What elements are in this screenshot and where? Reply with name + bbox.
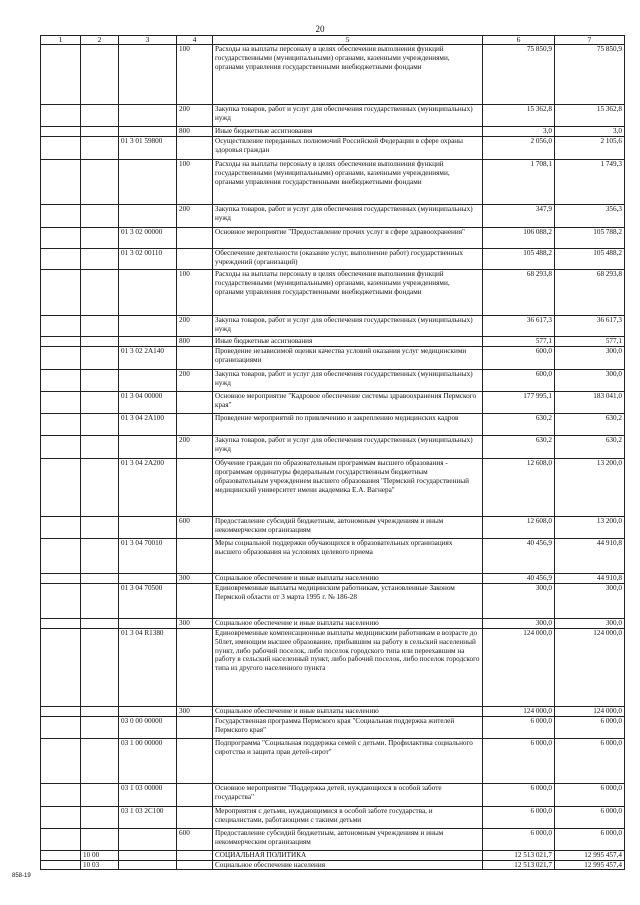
expense-type-cell: [177, 850, 213, 860]
target-article-cell: 01 3 01 59800: [119, 136, 177, 159]
target-article-cell: [119, 336, 177, 346]
amount-col7-cell: 36 617,3: [555, 315, 625, 336]
table-row: [41, 159, 625, 204]
expense-type-cell: 200: [177, 105, 213, 127]
table-row: [41, 227, 625, 248]
target-article-cell: [119, 828, 177, 850]
description-cell: Иные бюджетные ассигнования: [213, 127, 483, 137]
amount-col6-cell: 106 088,2: [483, 227, 555, 248]
target-article-cell: 01 3 04 00000: [119, 391, 177, 413]
table-row: [41, 806, 625, 828]
table-row: [41, 618, 625, 628]
target-article-cell: [119, 127, 177, 137]
col1-cell: [41, 248, 81, 269]
amount-col7-cell: 577,1: [555, 336, 625, 346]
amount-col7-cell: 44 910,8: [555, 538, 625, 573]
target-article-cell: [119, 269, 177, 315]
table-row: [41, 369, 625, 391]
amount-col7-cell: 44 910,8: [555, 573, 625, 583]
amount-col6-cell: 600,0: [483, 346, 555, 369]
description-cell: Единовременные выплаты медицинским работникам, установленные Законом Пермской области от 3 марта 1995 г. № 186-28: [213, 583, 483, 618]
amount-col7-cell: 1 749,3: [555, 159, 625, 204]
description-cell: Проведение независимой оценки качества условий оказания услуг медицинскими организациями: [213, 346, 483, 369]
amount-col6-cell: 6 000,0: [483, 828, 555, 850]
table-row: [41, 391, 625, 413]
table-row: [41, 538, 625, 573]
col1-cell: [41, 850, 81, 860]
table-row: [41, 458, 625, 516]
section-code-cell: [81, 346, 119, 369]
description-cell: Расходы на выплаты персоналу в целях обеспечения выполнения функций государственными (муниципальными) органами, казенными учреждениями, органами управления государственными внебюджетными фондами: [213, 45, 483, 105]
table-body: [41, 36, 625, 870]
amount-col6-cell: 12 513 021,7: [483, 850, 555, 860]
expense-type-cell: [177, 783, 213, 806]
target-article-cell: 01 3 04 70500: [119, 583, 177, 618]
target-article-cell: 03 1 03 00000: [119, 783, 177, 806]
col1-cell: [41, 127, 81, 137]
table-row: [41, 783, 625, 806]
table-row: [41, 516, 625, 538]
expense-type-cell: 100: [177, 269, 213, 315]
col1-cell: [41, 336, 81, 346]
col1-cell: [41, 269, 81, 315]
footer-code: 858-19: [12, 873, 31, 879]
col1-cell: [41, 413, 81, 435]
table-row: [41, 315, 625, 336]
amount-col6-cell: 600,0: [483, 369, 555, 391]
amount-col6-cell: 12 608,0: [483, 516, 555, 538]
expense-type-cell: [177, 248, 213, 269]
section-code-cell: [81, 706, 119, 716]
expense-type-cell: [177, 583, 213, 618]
section-code-cell: [81, 227, 119, 248]
amount-col7-cell: 2 105,6: [555, 136, 625, 159]
amount-col7-cell: 124 000,0: [555, 706, 625, 716]
section-code-cell: [81, 828, 119, 850]
target-article-cell: 01 3 04 R1380: [119, 628, 177, 706]
target-article-cell: 01 3 04 2А100: [119, 413, 177, 435]
section-code-cell: [81, 538, 119, 573]
target-article-cell: 03 0 00 00000: [119, 716, 177, 738]
amount-col7-cell: 12 995 457,4: [555, 850, 625, 860]
expense-type-cell: 800: [177, 127, 213, 137]
table-row: [41, 828, 625, 850]
amount-col7-cell: 6 000,0: [555, 783, 625, 806]
amount-col6-cell: 1 708,1: [483, 159, 555, 204]
section-code-cell: [81, 783, 119, 806]
section-code-cell: [81, 618, 119, 628]
amount-col7-cell: 6 000,0: [555, 806, 625, 828]
description-cell: Расходы на выплаты персоналу в целях обеспечения выполнения функций государственными (муниципальными) органами, казенными учреждениями, органами управления государственными внебюджетными фондами: [213, 159, 483, 204]
expense-type-cell: 200: [177, 435, 213, 458]
table-row: [41, 105, 625, 127]
description-cell: Мероприятия с детьми, нуждающимися в особой заботе государства, и специалистами, работающими с такими детьми: [213, 806, 483, 828]
amount-col6-cell: 300,0: [483, 618, 555, 628]
expense-type-cell: [177, 538, 213, 573]
col1-cell: [41, 458, 81, 516]
expense-type-cell: [177, 391, 213, 413]
amount-col6-cell: 12 608,0: [483, 458, 555, 516]
amount-col6-cell: 36 617,3: [483, 315, 555, 336]
expense-type-cell: [177, 346, 213, 369]
expense-type-cell: 200: [177, 204, 213, 227]
target-article-cell: 01 3 04 2А200: [119, 458, 177, 516]
col1-cell: [41, 159, 81, 204]
amount-col7-cell: 300,0: [555, 346, 625, 369]
section-code-cell: [81, 369, 119, 391]
expense-type-cell: 200: [177, 315, 213, 336]
col1-cell: [41, 706, 81, 716]
description-cell: Закупка товаров, работ и услуг для обеспечения государственных (муниципальных) нужд: [213, 105, 483, 127]
expense-type-cell: 300: [177, 573, 213, 583]
target-article-cell: [119, 706, 177, 716]
target-article-cell: [119, 159, 177, 204]
description-cell: Основное мероприятие "Предоставление прочих услуг в сфере здравоохранения": [213, 227, 483, 248]
target-article-cell: [119, 516, 177, 538]
amount-col7-cell: 75 850,9: [555, 45, 625, 105]
col1-cell: [41, 860, 81, 870]
amount-col7-cell: 15 362,8: [555, 105, 625, 127]
description-cell: Социальное обеспечение и иные выплаты населению: [213, 573, 483, 583]
section-code-cell: [81, 413, 119, 435]
amount-col6-cell: 6 000,0: [483, 806, 555, 828]
expense-type-cell: [177, 413, 213, 435]
header-cell-1: 1: [41, 36, 81, 45]
table-row: [41, 738, 625, 783]
col1-cell: [41, 369, 81, 391]
amount-col7-cell: 300,0: [555, 618, 625, 628]
header-row: [41, 36, 625, 45]
amount-col6-cell: 300,0: [483, 583, 555, 618]
table-row: [41, 628, 625, 706]
section-code-cell: [81, 391, 119, 413]
target-article-cell: 03 1 03 2С100: [119, 806, 177, 828]
section-code-cell: [81, 248, 119, 269]
amount-col6-cell: 124 000,0: [483, 628, 555, 706]
section-code-cell: [81, 127, 119, 137]
description-cell: Основное мероприятие "Кадровое обеспечение системы здравоохранения Пермского края": [213, 391, 483, 413]
expense-type-cell: 100: [177, 45, 213, 105]
description-cell: Закупка товаров, работ и услуг для обеспечения государственных (муниципальных) нужд: [213, 204, 483, 227]
col1-cell: [41, 45, 81, 105]
target-article-cell: [119, 204, 177, 227]
amount-col7-cell: 124 000,0: [555, 628, 625, 706]
amount-col7-cell: 300,0: [555, 369, 625, 391]
amount-col6-cell: 15 362,8: [483, 105, 555, 127]
col1-cell: [41, 716, 81, 738]
header-cell-7: 7: [555, 36, 625, 45]
expense-type-cell: 600: [177, 516, 213, 538]
description-cell: Меры социальной поддержки обучающихся в образовательных организациях высшего образования на условиях целевого приема: [213, 538, 483, 573]
expense-type-cell: [177, 860, 213, 870]
amount-col6-cell: 12 513 021,7: [483, 860, 555, 870]
target-article-cell: [119, 850, 177, 860]
description-cell: Социальное обеспечение и иные выплаты населению: [213, 618, 483, 628]
description-cell: Закупка товаров, работ и услуг для обеспечения государственных (муниципальных) нужд: [213, 435, 483, 458]
table-row: [41, 127, 625, 137]
expense-type-cell: 100: [177, 159, 213, 204]
description-cell: Подпрограмма "Социальная поддержка семей с детьми. Профилактика социального сиротства и защита прав детей-сирот": [213, 738, 483, 783]
col1-cell: [41, 435, 81, 458]
expense-type-cell: [177, 738, 213, 783]
description-cell: Государственная программа Пермского края "Социальная поддержка жителей Пермского края": [213, 716, 483, 738]
target-article-cell: [119, 435, 177, 458]
expense-type-cell: [177, 716, 213, 738]
amount-col6-cell: 630,2: [483, 413, 555, 435]
amount-col6-cell: 630,2: [483, 435, 555, 458]
col1-cell: [41, 783, 81, 806]
amount-col7-cell: 3,0: [555, 127, 625, 137]
amount-col6-cell: 6 000,0: [483, 716, 555, 738]
description-cell: Осуществление переданных полномочий Российской Федерации в сфере охраны здоровья граждан: [213, 136, 483, 159]
header-cell-6: 6: [483, 36, 555, 45]
col1-cell: [41, 618, 81, 628]
col1-cell: [41, 538, 81, 573]
amount-col7-cell: 13 200,0: [555, 516, 625, 538]
amount-col6-cell: 40 456,9: [483, 573, 555, 583]
expense-type-cell: 300: [177, 618, 213, 628]
amount-col7-cell: 630,2: [555, 413, 625, 435]
page-number: 20: [315, 24, 325, 34]
table-row: [41, 716, 625, 738]
target-article-cell: 01 3 02 00110: [119, 248, 177, 269]
section-code-cell: [81, 806, 119, 828]
col1-cell: [41, 806, 81, 828]
amount-col6-cell: 68 293,8: [483, 269, 555, 315]
description-cell: Предоставление субсидий бюджетным, автономным учреждениям и иным некоммерческим организациям: [213, 828, 483, 850]
table-row: [41, 860, 625, 870]
section-code-cell: [81, 583, 119, 618]
amount-col6-cell: 3,0: [483, 127, 555, 137]
target-article-cell: [119, 573, 177, 583]
description-cell: Социальное обеспечение и иные выплаты населению: [213, 706, 483, 716]
expense-type-cell: 800: [177, 336, 213, 346]
table-row: [41, 136, 625, 159]
description-cell: Единовременные компенсационные выплаты медицинским работникам в возрасте до 50лет, имеющим высшее образование, прибывшим на работу в сельский населенный пункт, либо рабочий поселок, либо поселок городского типа или переехавшим на работу в сельский населенный пункт, либо рабочий поселок, либо поселок городского типа из другого населенного пункта: [213, 628, 483, 706]
table-row: [41, 204, 625, 227]
amount-col6-cell: 40 456,9: [483, 538, 555, 573]
section-code-cell: [81, 269, 119, 315]
col1-cell: [41, 346, 81, 369]
col1-cell: [41, 828, 81, 850]
amount-col7-cell: 183 041,0: [555, 391, 625, 413]
description-cell: Социальное обеспечение населения: [213, 860, 483, 870]
expense-type-cell: 600: [177, 828, 213, 850]
section-code-cell: [81, 204, 119, 227]
col1-cell: [41, 738, 81, 783]
col1-cell: [41, 583, 81, 618]
target-article-cell: [119, 860, 177, 870]
budget-table: [40, 35, 625, 870]
amount-col6-cell: 75 850,9: [483, 45, 555, 105]
amount-col7-cell: 6 000,0: [555, 738, 625, 783]
amount-col6-cell: 577,1: [483, 336, 555, 346]
description-cell: Закупка товаров, работ и услуг для обеспечения государственных (муниципальных) нужд: [213, 369, 483, 391]
expense-type-cell: [177, 806, 213, 828]
amount-col7-cell: 300,0: [555, 583, 625, 618]
description-cell: Основное мероприятие "Поддержка детей, нуждающихся в особой заботе государства": [213, 783, 483, 806]
amount-col7-cell: 68 293,8: [555, 269, 625, 315]
amount-col6-cell: 6 000,0: [483, 783, 555, 806]
table-row: [41, 248, 625, 269]
target-article-cell: 01 3 02 2А140: [119, 346, 177, 369]
table-row: [41, 850, 625, 860]
expense-type-cell: 300: [177, 706, 213, 716]
amount-col7-cell: 6 000,0: [555, 828, 625, 850]
section-code-cell: [81, 628, 119, 706]
expense-type-cell: [177, 136, 213, 159]
table-row: [41, 346, 625, 369]
target-article-cell: [119, 369, 177, 391]
table-row: [41, 45, 625, 105]
col1-cell: [41, 628, 81, 706]
amount-col7-cell: 105 488,2: [555, 248, 625, 269]
description-cell: Обучение граждан по образовательным программам высшего образования - программам ординатуры федеральным государственным бюджетным образовательным учреждением высшего образования "Пермский государственный медицинский университет имени академика Е.А. Вагнера": [213, 458, 483, 516]
amount-col6-cell: 6 000,0: [483, 738, 555, 783]
expense-type-cell: 200: [177, 369, 213, 391]
target-article-cell: [119, 45, 177, 105]
section-code-cell: [81, 336, 119, 346]
table-row: [41, 336, 625, 346]
amount-col7-cell: 105 788,2: [555, 227, 625, 248]
target-article-cell: 01 3 02 00000: [119, 227, 177, 248]
amount-col6-cell: 2 056,0: [483, 136, 555, 159]
section-code-cell: [81, 458, 119, 516]
col1-cell: [41, 315, 81, 336]
section-code-cell: 10 03: [81, 860, 119, 870]
expense-type-cell: [177, 458, 213, 516]
description-cell: Расходы на выплаты персоналу в целях обеспечения выполнения функций государственными (муниципальными) органами, казенными учреждениями, органами управления государственными внебюджетными фондами: [213, 269, 483, 315]
col1-cell: [41, 573, 81, 583]
target-article-cell: 01 3 04 70010: [119, 538, 177, 573]
amount-col6-cell: 124 000,0: [483, 706, 555, 716]
section-code-cell: 10 00: [81, 850, 119, 860]
section-code-cell: [81, 738, 119, 783]
section-code-cell: [81, 45, 119, 105]
section-code-cell: [81, 435, 119, 458]
header-cell-3: 3: [119, 36, 177, 45]
amount-col7-cell: 12 995 457,4: [555, 860, 625, 870]
section-code-cell: [81, 573, 119, 583]
section-code-cell: [81, 159, 119, 204]
description-cell: Закупка товаров, работ и услуг для обеспечения государственных (муниципальных) нужд: [213, 315, 483, 336]
description-cell: Проведение мероприятий по привлечению и закреплению медицинских кадров: [213, 413, 483, 435]
table-row: [41, 413, 625, 435]
col1-cell: [41, 391, 81, 413]
header-cell-5: 5: [213, 36, 483, 45]
table-row: [41, 583, 625, 618]
description-cell: Предоставление субсидий бюджетным, автономным учреждениям и иным некоммерческим организациям: [213, 516, 483, 538]
description-cell: СОЦИАЛЬНАЯ ПОЛИТИКА: [213, 850, 483, 860]
amount-col7-cell: 6 000,0: [555, 716, 625, 738]
col1-cell: [41, 136, 81, 159]
expense-type-cell: [177, 628, 213, 706]
col1-cell: [41, 516, 81, 538]
description-cell: Обеспечение деятельности (оказание услуг, выполнение работ) государственных учреждений (организаций): [213, 248, 483, 269]
target-article-cell: [119, 105, 177, 127]
description-cell: Иные бюджетные ассигнования: [213, 336, 483, 346]
header-cell-4: 4: [177, 36, 213, 45]
col1-cell: [41, 204, 81, 227]
amount-col7-cell: 356,3: [555, 204, 625, 227]
section-code-cell: [81, 136, 119, 159]
target-article-cell: [119, 618, 177, 628]
amount-col6-cell: 177 995,1: [483, 391, 555, 413]
header-cell-2: 2: [81, 36, 119, 45]
table-row: [41, 435, 625, 458]
section-code-cell: [81, 716, 119, 738]
col1-cell: [41, 105, 81, 127]
target-article-cell: [119, 315, 177, 336]
amount-col7-cell: 13 200,0: [555, 458, 625, 516]
section-code-cell: [81, 516, 119, 538]
amount-col6-cell: 347,9: [483, 204, 555, 227]
col1-cell: [41, 227, 81, 248]
table-row: [41, 269, 625, 315]
section-code-cell: [81, 105, 119, 127]
table-row: [41, 573, 625, 583]
table-row: [41, 706, 625, 716]
section-code-cell: [81, 315, 119, 336]
target-article-cell: 03 1 00 00000: [119, 738, 177, 783]
expense-type-cell: [177, 227, 213, 248]
amount-col6-cell: 105 488,2: [483, 248, 555, 269]
amount-col7-cell: 630,2: [555, 435, 625, 458]
